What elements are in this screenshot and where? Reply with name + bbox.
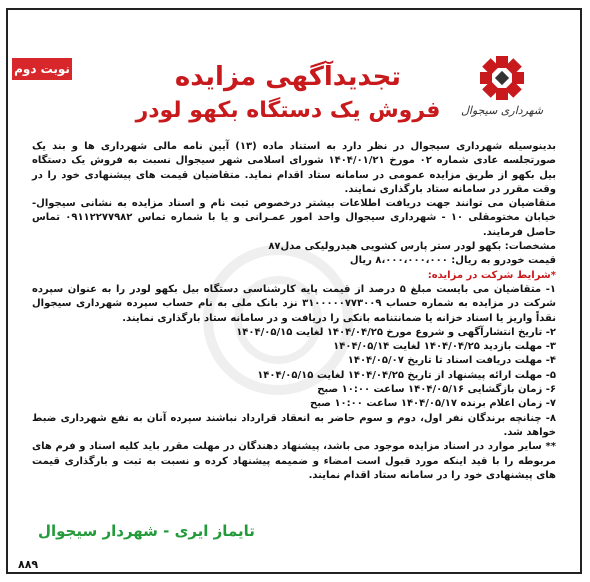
- price-line: قیمت خودرو به ریال: ۸،۰۰۰،۰۰۰،۰۰۰ ریال: [349, 255, 556, 267]
- conditions-header: *شرایط شرکت در مزایده:: [427, 269, 556, 281]
- page-subtitle: فروش یک دستگاه بکهو لودر: [135, 98, 441, 123]
- condition-item: ۴- مهلت دریافت اسناد تا تاریخ ۱۴۰۴/۰۵/۰۷: [347, 355, 556, 367]
- reference-number: ۸۸۹: [18, 558, 39, 571]
- logo-caption: شهرداری سیجوال: [460, 104, 544, 117]
- signature: تایماز ایری - شهردار سیجوال: [38, 522, 255, 540]
- contact-paragraph: متقاضیان می توانند جهت دریافت اطلاعات بیشتر درخصوص ثبت نام و اسناد مزایده به نشانی سیجوال- خیابان مختومقلی ۱۰ - شهرداری سیجوال واحد امور عمـرانی و یا با شماره تماس ۰۹۱۱۲۲۷۷۹۸۲ تماس حاصل فرمایند.: [32, 198, 556, 238]
- second-notice-badge: نوبت دوم: [12, 58, 72, 80]
- page-title: تجدیدآگهی مزایده: [174, 62, 402, 92]
- condition-item: ۱- متقاضیان می بایست مبلغ ۵ درصد از قیمت پایه کارشناسی دستگاه بیل بکهو لودر را به عنوان سپرده شرکت در مزایده به شماره حساب ۳۱۰۰۰۰۰۷۷۳۰۰۹ نزد بانک ملی به نام حساب سپرده شهرداری سیجوال نقداً واریز یا اسناد خزانه یا ضمانتنامه بانکی را دریافت و در سامانه ستاد بارگذاری نمایند.: [32, 283, 557, 324]
- ad-frame: [6, 8, 582, 574]
- condition-item: ۲- تاریخ انتشارآگهی و شروع مورخ ۱۴۰۴/۰۴/۲۵ لغایت ۱۴۰۴/۰۵/۱۵: [236, 326, 556, 338]
- condition-item: ۷- زمان اعلام برنده ۱۴۰۴/۰۵/۱۷ ساعت ۱۰:۰۰ صبح: [310, 398, 556, 410]
- intro-paragraph: بدینوسیله شهرداری سیجوال در نظر دارد به استناد ماده (۱۳) آیین نامه مالی شهرداری ها و بند یک صورتجلسه عادی شماره ۰۲ مورخ ۱۴۰۴/۰۱/۲۱ شورای اسلامی شهر سیجوال نسبت به فروش یک دستگاه بیل بکهو از طریق مزایده عمومی در سامانه ستاد اقدام نماید. متقاضیان قیمت های پیشنهادی خود را در وقت مقرر در سامانه ستاد بارگذاری نمایند.: [32, 141, 557, 195]
- condition-item: ۳- مهلت بازدید ۱۴۰۴/۰۴/۲۵ لغایت ۱۴۰۴/۰۵/۱۴: [333, 341, 556, 353]
- condition-note: ** سایر موارد در اسناد مزایده موجود می باشد، پیشنهاد دهندگان در مهلت مقرر باید کلیه اسناد و فرم های مربوطه را با قید اینکه مورد قبول است امضاء و ضمیمه پیشنهاد کرده و نسبت به ثبت و بارگذاری قیمت های پیشنهادی خود را در سامانه ستاد اقدام نمایند.: [32, 441, 556, 481]
- condition-item: ۶- زمان بازگشایی ۱۴۰۴/۰۵/۱۶ ساعت ۱۰:۰۰ صبح: [317, 384, 556, 396]
- condition-item: ۵- مهلت ارائه پیشنهاد از تاریخ ۱۴۰۴/۰۴/۲۵ لغایت ۱۴۰۴/۰۵/۱۵: [257, 369, 556, 381]
- condition-item: ۸- چنانچه برندگان نفر اول، دوم و سوم حاضر به انعقاد قرارداد نباشند سپرده آنان به نفع شهرداری ضبط خواهد شد.: [32, 412, 556, 438]
- announcement-body: [32, 140, 556, 483]
- specs-line: مشخصات: بکهو لودر ستر پارس کشویی هیدرولیکی مدل۸۷: [268, 241, 556, 253]
